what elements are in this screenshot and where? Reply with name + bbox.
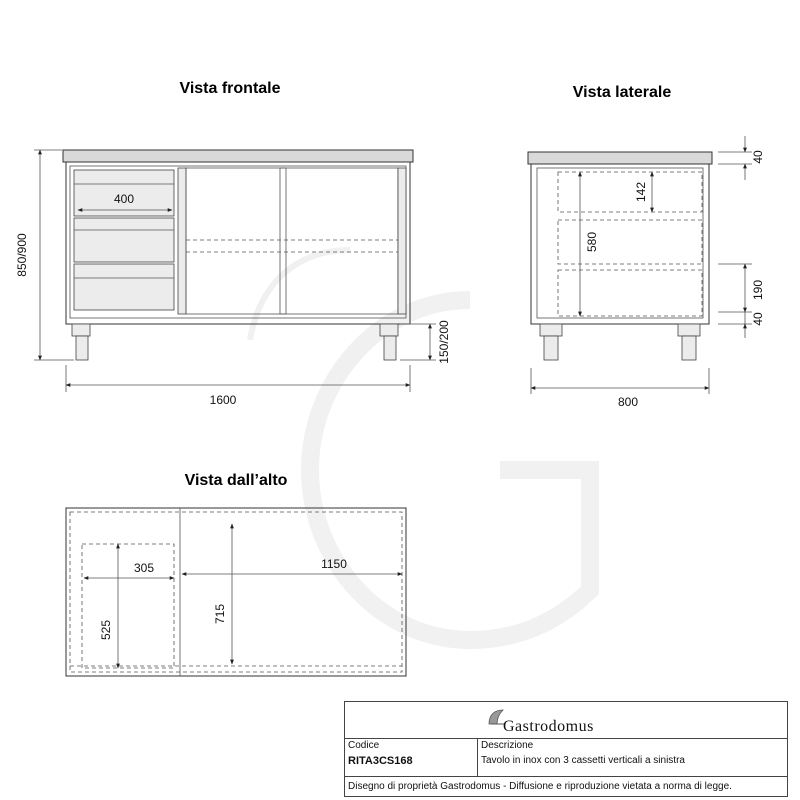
brand-name: Gastrodomus (503, 718, 594, 735)
ownership-notice: Disegno di proprietà Gastrodomus - Diffusione e riproduzione vietata a norma di legge. (348, 781, 732, 792)
side-lower-dimension: 190 (751, 279, 765, 301)
front-view-title: Vista frontale (179, 80, 281, 97)
side-bottom-dimension: 40 (751, 312, 765, 326)
descrizione-label: Descrizione (481, 740, 534, 751)
front-width-dimension: 1600 (209, 393, 237, 407)
top-drawer-width-dimension: 305 (133, 561, 155, 575)
info-row (345, 738, 787, 776)
front-leg-dimension: 150/200 (437, 320, 451, 364)
descrizione-value: Tavolo in inox con 3 cassetti verticali a sinistra (481, 755, 685, 766)
side-view-title: Vista laterale (572, 84, 672, 101)
watermark-logo (250, 250, 590, 640)
side-drawer-dimension: 142 (634, 181, 648, 203)
top-space-width-dimension: 1150 (321, 557, 347, 571)
side-width-dimension: 800 (617, 395, 639, 409)
front-view-drawing (34, 150, 436, 392)
front-drawer-dimension: 400 (113, 192, 135, 206)
side-inner-dimension: 580 (585, 231, 599, 253)
front-height-dimension: 850/900 (15, 233, 29, 277)
side-view-drawing (528, 136, 752, 394)
title-block (344, 701, 788, 797)
codice-label: Codice (348, 740, 380, 751)
side-top-dimension: 40 (751, 150, 765, 164)
footer-row (345, 776, 787, 796)
codice-value: RITA3CS168 (348, 755, 413, 767)
top-space-depth-dimension: 715 (213, 603, 227, 625)
top-drawer-depth-dimension: 525 (99, 619, 113, 641)
top-view-title: Vista dall’alto (184, 472, 288, 489)
